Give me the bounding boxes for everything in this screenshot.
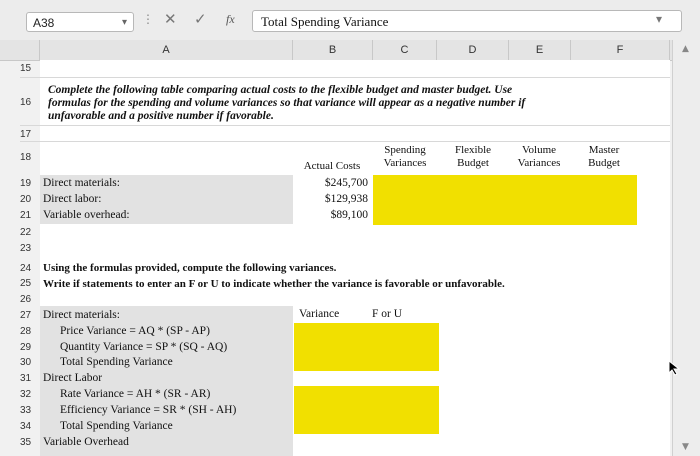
formula-input[interactable] [252, 10, 682, 32]
function-icon[interactable]: fx [226, 12, 235, 26]
column-header-d[interactable]: D [437, 40, 509, 60]
row-number[interactable]: 34 [20, 421, 32, 432]
scroll-up-icon[interactable]: ▲ [682, 44, 689, 54]
column-header-c[interactable]: C [373, 40, 437, 60]
label-direct-materials: Direct materials: [43, 309, 120, 321]
formula-bar [0, 0, 700, 41]
row-number[interactable]: 16 [20, 97, 32, 108]
row-number[interactable]: 19 [20, 178, 32, 189]
header-volume-line1: Volume [521, 144, 557, 156]
item-label-direct-materials: Direct materials: [43, 177, 120, 189]
column-header-e[interactable]: E [509, 40, 571, 60]
expand-formula-icon[interactable]: ▾ [656, 12, 663, 26]
row-number[interactable]: 31 [20, 373, 32, 384]
row-number[interactable]: 28 [20, 326, 32, 337]
row-number[interactable]: 25 [20, 278, 32, 289]
actual-cost-direct-labor: $129,938 [324, 193, 368, 205]
header-master-line1: Master [588, 144, 620, 156]
row-divider [20, 125, 670, 126]
row-number[interactable]: 21 [20, 210, 32, 221]
column-header-a[interactable]: A [40, 40, 293, 60]
formula-content: Total Spending Variance [261, 14, 389, 29]
vertical-scrollbar[interactable] [672, 40, 700, 456]
label-direct-labor: Direct Labor [43, 372, 103, 384]
row-number[interactable]: 26 [20, 294, 32, 305]
row-number[interactable]: 32 [20, 389, 32, 400]
row-number[interactable]: 29 [20, 342, 32, 353]
instruction-line-1: Complete the following table comparing actual costs to the flexible budget and master budget. Use [48, 84, 513, 96]
label-price-variance: Price Variance = AQ * (SP - AP) [60, 325, 210, 337]
row-number[interactable]: 33 [20, 405, 32, 416]
row-number[interactable]: 20 [20, 194, 32, 205]
instruction-line-25: Write if statements to enter an F or U to indicate whether the variance is favorable or unfavorable. [43, 278, 505, 290]
more-options-icon[interactable]: ⋮ [142, 12, 154, 26]
header-volume-line2: Variances [517, 157, 561, 169]
name-box[interactable] [26, 12, 134, 32]
label-total-spending-variance-dm: Total Spending Variance [60, 356, 173, 368]
input-range-direct-materials-variances[interactable] [294, 323, 439, 371]
row-divider [20, 77, 670, 78]
row-number[interactable]: 27 [20, 310, 32, 321]
confirm-icon[interactable]: ✓ [194, 10, 207, 28]
column-header-f[interactable]: F [571, 40, 670, 60]
chevron-down-icon[interactable]: ▾ [121, 17, 127, 28]
row-number[interactable]: 30 [20, 357, 32, 368]
mouse-cursor-icon [668, 360, 682, 376]
input-range-direct-labor-variances[interactable] [294, 386, 439, 434]
row-number[interactable]: 35 [20, 437, 32, 448]
instruction-line-24: Using the formulas provided, compute the following variances. [43, 262, 337, 274]
row-number[interactable]: 22 [20, 227, 32, 238]
header-f-or-u: F or U [372, 308, 403, 320]
item-label-direct-labor: Direct labor: [43, 193, 102, 205]
header-flexible-budget [440, 144, 506, 170]
header-flexible-line2: Budget [457, 157, 489, 169]
row-divider [20, 141, 670, 142]
label-rate-variance: Rate Variance = AH * (SR - AR) [60, 388, 211, 400]
row-number[interactable]: 17 [20, 129, 32, 140]
column-header-b[interactable]: B [293, 40, 373, 60]
row-number[interactable]: 18 [20, 152, 32, 163]
row-number[interactable]: 15 [20, 63, 32, 74]
item-label-variable-overhead: Variable overhead: [43, 209, 130, 221]
header-flexible-line1: Flexible [454, 144, 492, 156]
input-range-variances[interactable] [373, 175, 637, 225]
header-volume-variances [510, 144, 568, 170]
header-spending-variances [376, 144, 434, 170]
cancel-icon[interactable]: ✕ [164, 10, 177, 28]
select-all-corner[interactable] [0, 40, 40, 60]
header-spending-line2: Variances [383, 157, 427, 169]
row-number[interactable]: 24 [20, 263, 32, 274]
label-total-spending-variance-dl: Total Spending Variance [60, 420, 173, 432]
scroll-down-icon[interactable]: ▼ [682, 442, 689, 452]
header-master-budget [576, 144, 632, 170]
header-spending-line1: Spending [384, 144, 426, 156]
label-quantity-variance: Quantity Variance = SP * (SQ - AQ) [60, 341, 228, 353]
instruction-line-3: unfavorable and a positive number if favorable. [48, 110, 274, 122]
row-number[interactable]: 23 [20, 243, 32, 254]
header-variance: Variance [299, 308, 340, 320]
label-variable-overhead: Variable Overhead [43, 436, 129, 448]
name-box-value: A38 [33, 16, 55, 30]
header-master-line2: Budget [588, 157, 620, 169]
actual-cost-variable-overhead: $89,100 [330, 209, 368, 221]
instruction-line-2: formulas for the spending and volume variances so that variance will appear as a negative number if [48, 97, 526, 109]
header-actual-costs: Actual Costs [303, 160, 361, 172]
label-efficiency-variance: Efficiency Variance = SR * (SH - AH) [60, 404, 237, 416]
actual-cost-direct-materials: $245,700 [324, 177, 368, 189]
